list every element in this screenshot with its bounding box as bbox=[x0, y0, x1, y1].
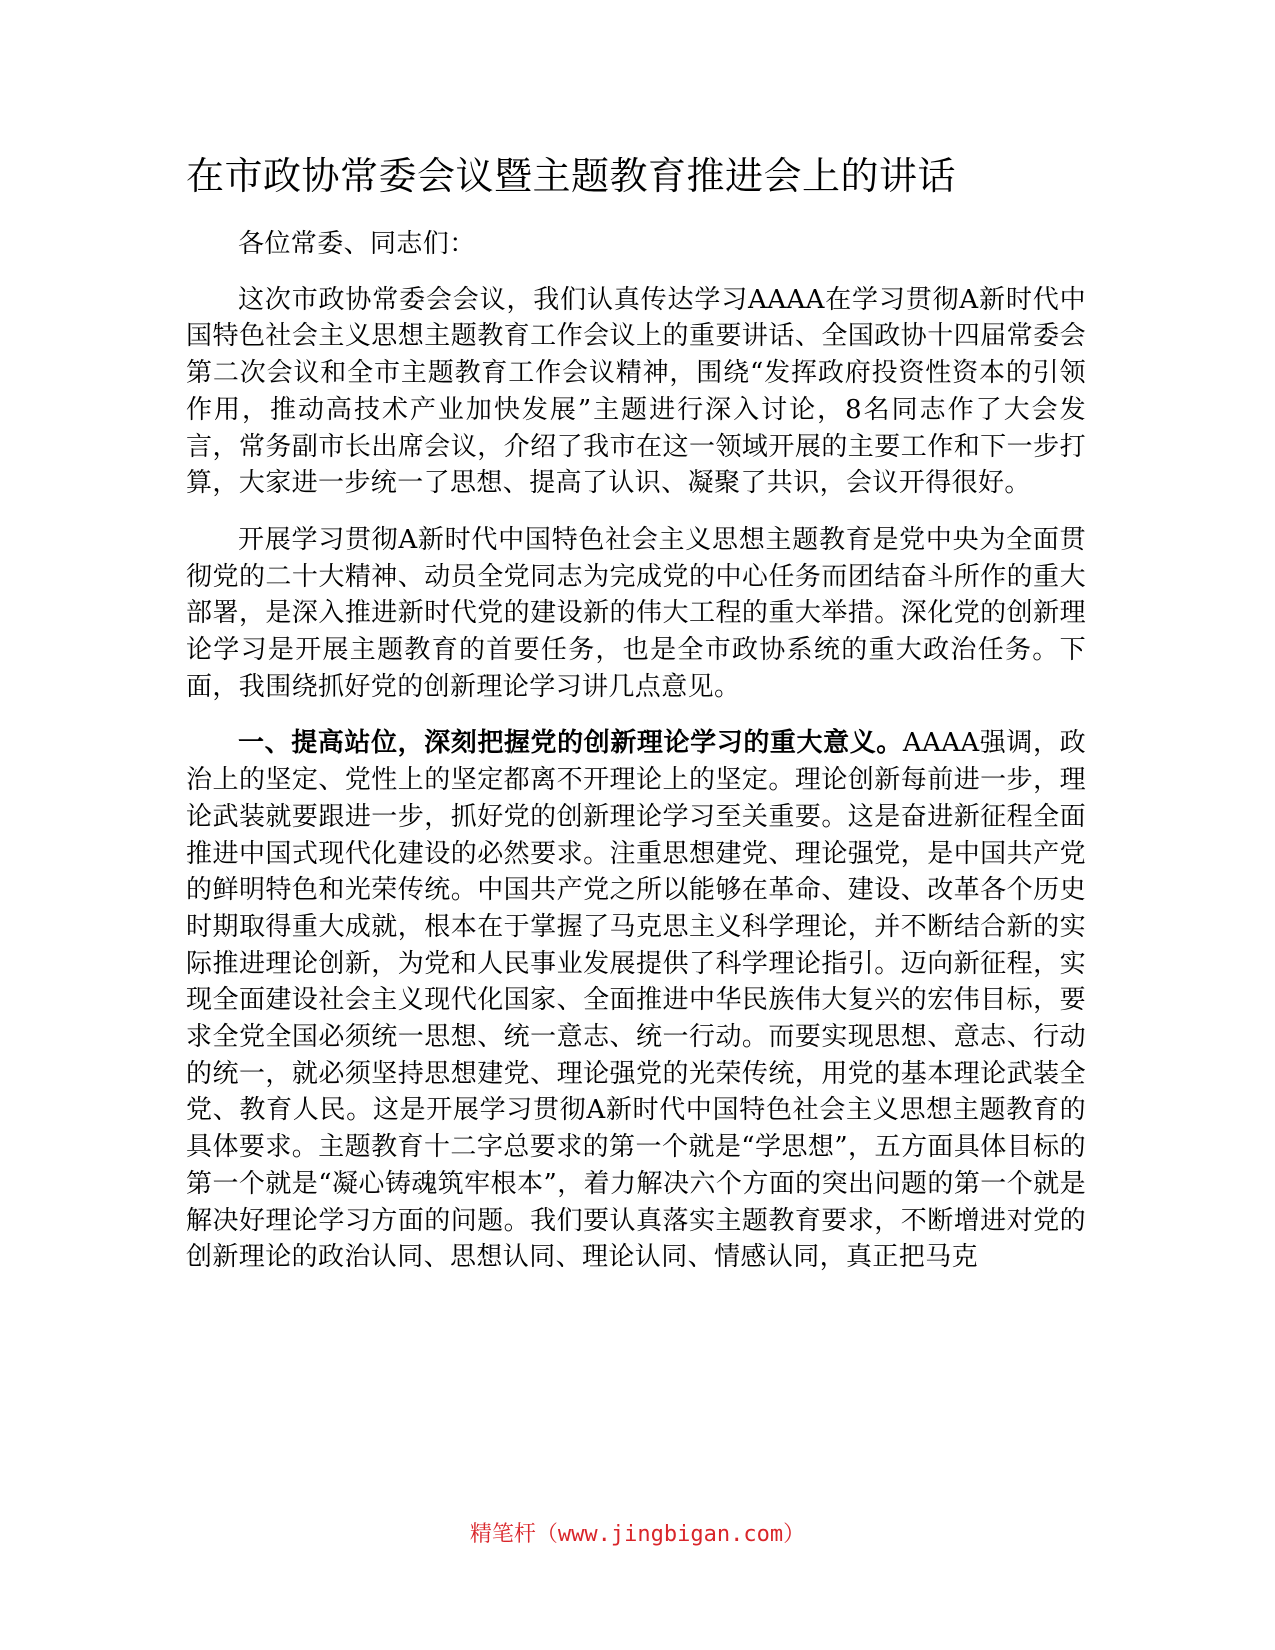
footer-watermark[interactable]: 精笔杆（www.jingbigan.com） bbox=[469, 1522, 806, 1547]
section-1-text: AAAA强调，政治上的坚定、党性上的坚定都离不开理论上的坚定。理论创新每前进一步，理论武装就要跟进一步，抓好党的创新理论学习至关重要。这是奋进新征程全面推进中国式现代化建设的必然要求。注重思想建党、理论强党，是中国共产党的鲜明特色和光荣传统。中国共产党之所以能够在革命、建设、改革各个历史时期取得重大成就，根本在于掌握了马克思主义科学理论，并不断结合新的实际推进理论创新，为党和人民事业发展提供了科学理论指引。迈向新征程，实现全面建设社会主义现代化国家、全面推进中华民族伟大复兴的宏伟目标，要求全党全国必须统一思想、统一意志、统一行动。而要实现思想、意志、行动的统一，就必须坚持思想建党、理论强党的光荣传统，用党的基本理论武装全党、教育人民。这是开展学习贯彻A新时代中国特色社会主义思想主题教育的具体要求。主题教育十二字总要求的第一个就是“学思想”，五方面具体目标的第一个就是“凝心铸魂筑牢根本”，着力解决六个方面的突出问题的第一个就是解决好理论学习方面的问题。我们要认真落实主题教育要求，不断增进对党的创新理论的政治认同、思想认同、理论认同、情感认同，真正把马克 bbox=[186, 728, 1086, 1273]
section-1-paragraph bbox=[186, 725, 1086, 1276]
document-body bbox=[186, 226, 1086, 1296]
section-1-heading: 一、提高站位，深刻把握党的创新理论学习的重大意义。 bbox=[238, 728, 903, 759]
intro-paragraph: 这次市政协常委会会议，我们认真传达学习AAAA在学习贯彻A新时代中国特色社会主义思想主题教育工作会议上的重要讲话、全国政协十四届常委会第二次会议和全市主题教育工作会议精神，围绕“发挥政府投资性资本的引领作用，推动高技术产业加快发展”主题进行深入讨论，8名同志作了大会发言，常务副市长出席会议，介绍了我市在这一领域开展的主要工作和下一步打算，大家进一步统一了思想、提高了认识、凝聚了共识，会议开得很好。 bbox=[186, 284, 1086, 499]
context-paragraph: 开展学习贯彻A新时代中国特色社会主义思想主题教育是党中央为全面贯彻党的二十大精神、动员全党同志为完成党的中心任务而团结奋斗所作的重大部署，是深入推进新时代党的建设新的伟大工程的重大举措。深化党的创新理论学习是开展主题教育的首要任务，也是全市政协系统的重大政治任务。下面，我围绕抓好党的创新理论学习讲几点意见。 bbox=[186, 524, 1086, 702]
greeting-paragraph: 各位常委、同志们： bbox=[238, 229, 476, 259]
document-title: 在市政协常委会议暨主题教育推进会上的讲话 bbox=[186, 154, 957, 198]
